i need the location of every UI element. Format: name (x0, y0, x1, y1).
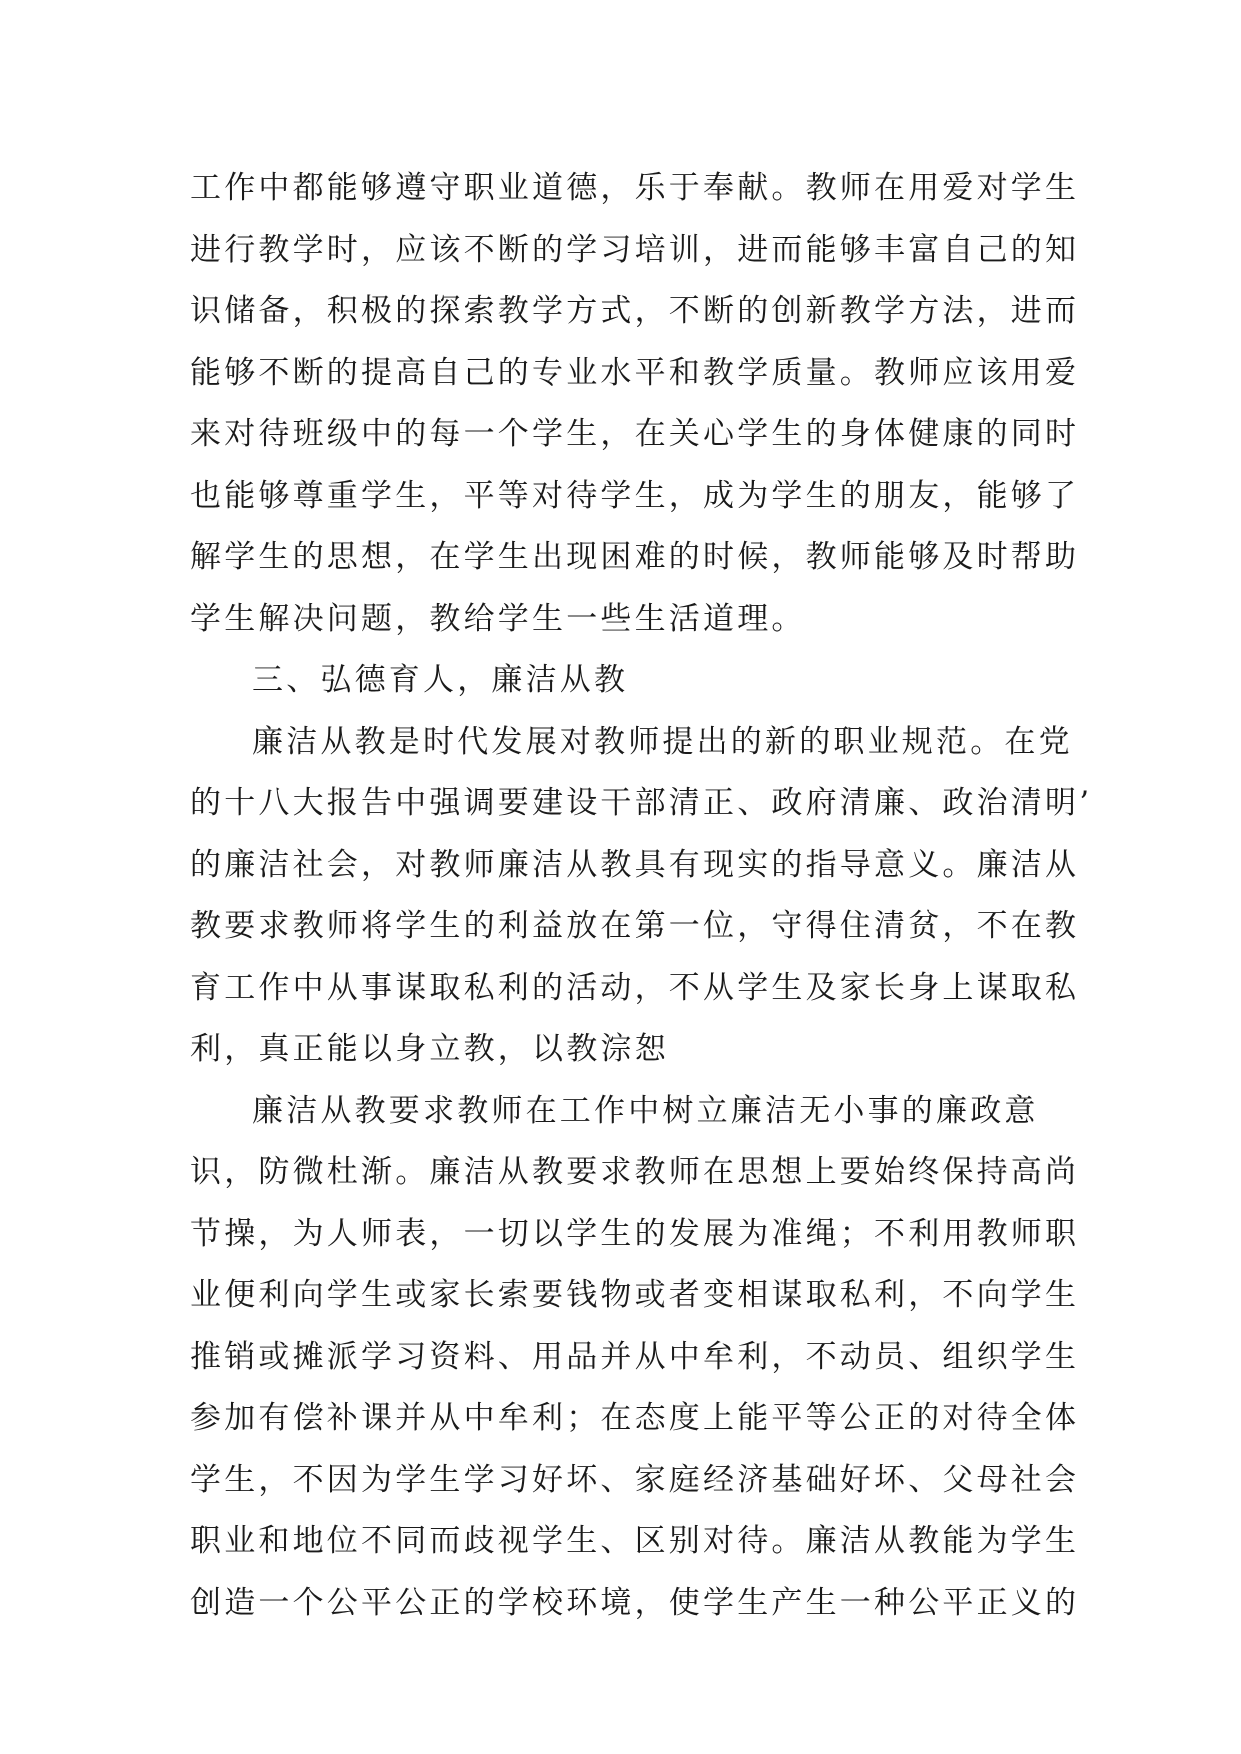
text-line: 的廉洁社会，对教师廉洁从教具有现实的指导意义。廉洁从 (190, 846, 1080, 883)
text-line: 识，防微杜渐。廉洁从教要求教师在思想上要始终保持高尚 (190, 1154, 1080, 1190)
text-line: 推销或摊派学习资料、用品并从中牟利，不动员、组织学生 (190, 1338, 1080, 1375)
text-line: 利，真正能以身立教，以教淙恕 (190, 1031, 669, 1067)
text-line: 工作中都能够遵守职业道德，乐于奉献。教师在用爱对学生 (190, 170, 1080, 206)
text-line: 学生，不因为学生学习好坏、家庭经济基础好坏、父母社会 (190, 1461, 1080, 1498)
text-line: 进行教学时，应该不断的学习培训，进而能够丰富自己的知 (190, 231, 1080, 268)
text-line: 育工作中从事谋取私利的活动，不从学生及家长身上谋取私 (190, 969, 1080, 1006)
text-line: 能够不断的提高自己的专业水平和教学质量。教师应该用爱 (190, 354, 1080, 391)
text-line: 职业和地位不同而歧视学生、区别对待。廉洁从教能为学生 (190, 1523, 1080, 1559)
text-line: 学生解决问题，教给学生一些生活道理。 (190, 600, 806, 637)
text-line: 教要求教师将学生的利益放在第一位，守得住清贫，不在教 (190, 908, 1080, 944)
document-body (190, 158, 1093, 1634)
text-line: 业便利向学生或家长索要钱物或者变相谋取私利，不向学生 (190, 1277, 1080, 1313)
text-line: 解学生的思想，在学生出现困难的时候，教师能够及时帮助 (190, 539, 1080, 575)
text-line: 参加有偿补课并从中牟利；在态度上能平等公正的对待全体 (190, 1400, 1080, 1436)
text-line: 的十八大报告中强调要建设干部清正、政府清廉、政治清明’ (190, 785, 1093, 821)
text-line: 识储备，积极的探索教学方式，不断的创新教学方法，进而 (190, 293, 1080, 329)
paragraph-first-line: 三、弘德育人，廉洁从教 (252, 662, 629, 698)
text-line: 创造一个公平公正的学校环境，使学生产生一种公平正义的 (190, 1584, 1080, 1621)
text-line: 也能够尊重学生，平等对待学生，成为学生的朋友，能够了 (190, 477, 1080, 514)
text-line: 来对待班级中的每一个学生，在关心学生的身体健康的同时 (190, 416, 1080, 452)
paragraph-first-line: 廉洁从教是时代发展对教师提出的新的职业规范。在党 (252, 723, 1073, 760)
text-line: 节操，为人师表，一切以学生的发展为准绳；不利用教师职 (190, 1215, 1080, 1252)
paragraph-first-line: 廉洁从教要求教师在工作中树立廉洁无小事的廉政意 (252, 1092, 1039, 1129)
